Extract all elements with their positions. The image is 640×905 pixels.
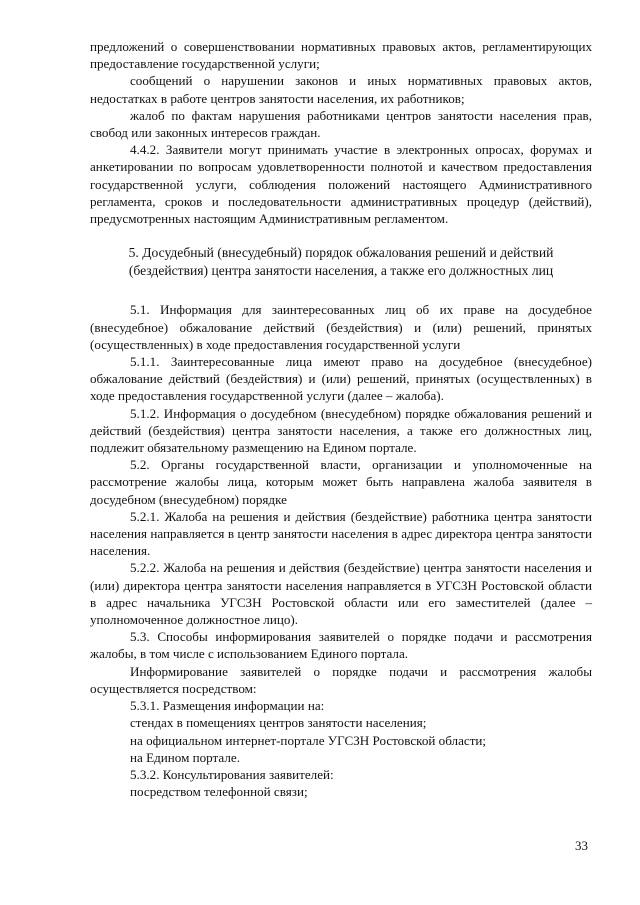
paragraph: 5.3. Способы информирования заявителей о порядке подачи и рассмотрения жалобы, в том числе с использованием Единого портала. [90, 629, 592, 662]
paragraph: сообщений о нарушении законов и иных нормативных правовых актов, недостатках в работе центров занятости населения, их работников; [90, 73, 592, 106]
list-line: стендах в помещениях центров занятости населения; [130, 715, 427, 731]
paragraph: 5.2.2. Жалоба на решения и действия (бездействие) центра занятости населения и (или) директора центра занятости населения направляется в УГСЗН Ростовской области в адрес начальника УГСЗН Ростовской области или его заместителей (далее – уполномоченное должностное лицо). [90, 560, 592, 628]
document-page [90, 38, 592, 800]
paragraph: 5.1.2. Информация о досудебном (внесудебном) порядке обжалования решений и действий (бездействия) центра занятости населения, а также его должностных лиц, подлежит обязательному размещению на Едином портале. [90, 405, 592, 456]
paragraph: 5.1. Информация для заинтересованных лиц об их праве на досудебное (внесудебное) обжалование действий (бездействия) и (или) решений, принятых (осуществленных) в ходе предоставления государственной услуги [90, 302, 592, 352]
paragraph: жалоб по фактам нарушения работниками центров занятости населения прав, свобод или законных интересов граждан. [90, 107, 592, 141]
section-heading-line-1: 5. Досудебный (внесудебный) порядок обжалования решений и действий [128, 245, 554, 261]
paragraph: 5.2. Органы государственной власти, организации и уполномоченные на рассмотрение жалобы лица, которым может быть направлена жалоба заявителя в досудебном (внесудебном) порядке [90, 457, 592, 507]
paragraph: 5.2.1. Жалоба на решения и действия (бездействие) работника центра занятости населения направляется в центр занятости населения в адрес директора центра занятости населения. [90, 508, 592, 559]
section-heading-line-2: (бездействия) центра занятости населения, а также его должностных лиц [128, 262, 554, 278]
list-line: 5.3.2. Консультирования заявителей: [130, 766, 334, 782]
list-line: 5.3.1. Размещения информации на: [130, 698, 325, 714]
list-line: посредством телефонной связи; [130, 784, 308, 800]
paragraph: 5.1.1. Заинтересованные лица имеют право на досудебное (внесудебное) обжалование действий (бездействия) и (или) решений, принятых (осуществленных) в ходе предоставления государственной услуги (далее – жалоба). [90, 354, 592, 404]
paragraph: 4.4.2. Заявители могут принимать участие в электронных опросах, форумах и анкетировании по вопросам удовлетворенности полнотой и качеством предоставления государственной услуги, соблюдения положений настоящего Административного регламента, сроков и последовательности административных процедур (действий), предусмотренных настоящим Административным регламентом. [90, 142, 592, 227]
list-line: на официальном интернет-портале УГСЗН Ростовской области; [130, 732, 487, 748]
paragraph: Информирование заявителей о порядке подачи и рассмотрения жалобы осуществляется посредством: [90, 663, 592, 696]
list-line: на Едином портале. [130, 749, 240, 765]
paragraph: предложений о совершенствовании нормативных правовых актов, регламентирующих предоставление государственной услуги; [90, 39, 592, 72]
page-number: 33 [575, 838, 588, 853]
